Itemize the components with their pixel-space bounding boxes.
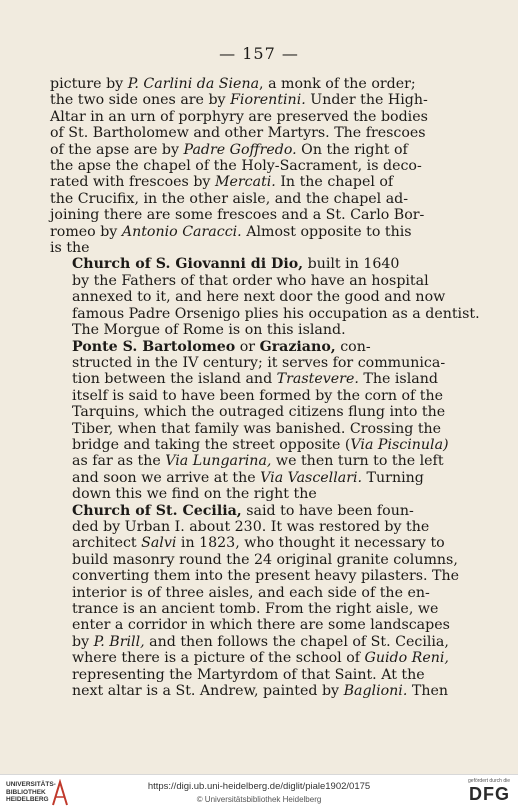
text-run: and soon we arrive at the: [72, 469, 261, 486]
text-run: con-: [335, 338, 371, 355]
heading-run: Church of S. Giovanni di Dio,: [72, 256, 304, 273]
text-run: Turning: [362, 469, 424, 486]
italic-run: P. Carlini da Siena: [127, 76, 260, 92]
text-run: the Crucifix, in the other aisle, and the chapel ad-: [50, 190, 409, 207]
italic-run: Via Piscinula): [350, 436, 449, 453]
text-run: trance is an ancient tomb. From the right aisle, we: [72, 601, 439, 617]
text-run: tion between the island and: [72, 371, 277, 388]
italic-run: Via Lungarina,: [165, 453, 272, 470]
text-line: [50, 683, 474, 699]
italic-run: Salvi: [141, 535, 177, 552]
text-line: [50, 305, 480, 322]
paragraph: [50, 339, 474, 503]
text-run: , a monk of the order;: [259, 76, 416, 92]
text-run: interior is of three aisles, and each side of the en-: [72, 584, 430, 601]
text-run: the two side ones are by: [50, 92, 231, 109]
text-run: where there is a picture of the school of: [72, 650, 365, 667]
text-run: Almost opposite to this: [241, 223, 412, 240]
text-line: [50, 585, 474, 601]
text-line: [50, 421, 474, 437]
text-run: said to have been foun-: [241, 502, 414, 519]
text-run: annexed to it, and here next door the good and now: [72, 289, 446, 306]
text-run: picture by: [50, 76, 128, 92]
funded-by-text: gefördert durch die: [468, 778, 510, 784]
text-line: [50, 667, 474, 683]
text-run: converting them into the present heavy pilasters. The: [72, 568, 460, 585]
text-run: down this we find on the right the: [72, 486, 317, 503]
copyright-notice: © Universitätsbibliothek Heidelberg: [196, 795, 322, 804]
heading-run: Ponte S. Bartolomeo: [72, 338, 236, 355]
text-line: [50, 470, 474, 486]
italic-run: Antonio Caracci.: [121, 223, 242, 240]
text-line: [50, 240, 474, 256]
italic-run: Padre Goffredo.: [183, 141, 297, 158]
text-line: [50, 650, 474, 666]
text-run: as far as the: [72, 453, 166, 470]
text-line: [50, 158, 474, 174]
italic-run: Baglioni.: [343, 683, 408, 700]
text-run: architect: [72, 535, 142, 552]
library-name: UNIVERSITÄTS- BIBLIOTHEK HEIDELBERG: [6, 781, 56, 803]
italic-run: Mercati.: [214, 174, 276, 191]
paragraph: [50, 503, 474, 700]
text-line: [50, 125, 474, 141]
text-run: ded by Urban I. about 230. It was restored by the: [72, 518, 430, 535]
text-line: [50, 503, 474, 519]
italic-run: P. Brill,: [93, 633, 145, 650]
text-run: romeo by: [50, 223, 122, 240]
text-line: [50, 634, 474, 650]
text-run: of St. Bartholomew and other Martyrs. The frescoes: [50, 125, 426, 142]
text-line: [50, 207, 474, 223]
page-number: — 157 —: [219, 44, 299, 63]
text-line: [50, 174, 474, 190]
text-line: [50, 388, 474, 404]
heading-run: Graziano,: [259, 338, 336, 355]
text-line: [50, 617, 474, 633]
text-line: [50, 109, 474, 125]
text-run: rated with frescoes by: [50, 174, 215, 191]
text-line: [50, 191, 474, 207]
dfg-wordmark: DFG: [469, 784, 510, 804]
text-line: [50, 76, 474, 92]
text-line: [50, 256, 474, 272]
text-run: in 1823, who thought it necessary to: [176, 535, 445, 552]
text-run: In the chapel of: [275, 174, 394, 191]
text-run: famous Padre Orsenigo plies his occupation as a dentist.: [72, 305, 480, 322]
text-run: we then turn to the left: [271, 453, 444, 470]
text-run: Under the High-: [305, 92, 428, 109]
heading-run: Church of St. Cecilia,: [72, 502, 242, 519]
text-line: [50, 92, 474, 108]
italic-run: Guido Reni,: [364, 650, 449, 667]
text-run: or: [235, 338, 260, 355]
text-run: of the apse are by: [50, 141, 184, 158]
text-run: enter a corridor in which there are some landscapes: [72, 617, 450, 634]
text-run: itself is said to have been formed by the corn of the: [72, 387, 444, 404]
text-run: representing the Martyrdom of that Saint. At the: [72, 666, 425, 683]
text-line: [50, 552, 474, 568]
text-run: On the right of: [296, 141, 408, 158]
italic-run: Trastevere.: [276, 371, 359, 388]
text-run: Then: [407, 683, 449, 700]
text-run: bridge and taking the street opposite (: [72, 436, 351, 453]
text-run: by: [72, 633, 94, 650]
text-line: [50, 142, 474, 158]
text-line: [50, 453, 474, 469]
text-run: Tiber, when that family was banished. Crossing the: [72, 420, 442, 437]
dfg-logo: [458, 778, 510, 805]
text-run: build masonry round the 24 original granite columns,: [72, 551, 458, 568]
text-run: structed in the IV century; it serves for communica-: [72, 354, 446, 371]
text-run: Altar in an urn of porphyry are preserved the bodies: [50, 108, 428, 125]
text-line: [50, 355, 474, 371]
paragraph: [50, 76, 474, 256]
text-line: [50, 519, 474, 535]
italic-run: Fiorentini.: [230, 92, 306, 109]
text-run: the apse the chapel of the Holy-Sacrament, is deco-: [50, 158, 422, 175]
text-line: [50, 273, 474, 289]
text-run: joining there are some frescoes and a St. Carlo Bor-: [50, 207, 425, 224]
text-line: [50, 371, 474, 387]
text-line: [50, 322, 474, 338]
source-url-link[interactable]: https://digi.ub.uni-heidelberg.de/diglit/piale1902/0175: [147, 781, 371, 792]
body-text: [50, 76, 480, 700]
text-line: [50, 486, 474, 502]
text-line: [50, 404, 474, 420]
text-run: The island: [358, 371, 438, 388]
viewer-footer: [0, 774, 518, 812]
text-line: [50, 339, 474, 355]
text-run: built in 1640: [303, 256, 400, 273]
text-line: [50, 535, 474, 551]
text-run: The Morgue of Rome is on this island.: [72, 322, 346, 339]
text-run: and then follows the chapel of St. Cecilia,: [144, 633, 449, 650]
text-line: [50, 568, 474, 584]
text-run: is the: [50, 240, 90, 257]
text-line: [50, 437, 474, 453]
italic-run: Via Vascellari.: [260, 469, 363, 486]
text-run: by the Fathers of that order who have an hospital: [72, 272, 429, 289]
paragraph: [50, 256, 480, 339]
text-run: Tarquins, which the outraged citizens flung into the: [72, 404, 446, 421]
text-line: [50, 289, 474, 305]
text-line: [50, 224, 474, 240]
text-run: next altar is a St. Andrew, painted by: [72, 683, 344, 700]
text-line: [50, 601, 474, 617]
